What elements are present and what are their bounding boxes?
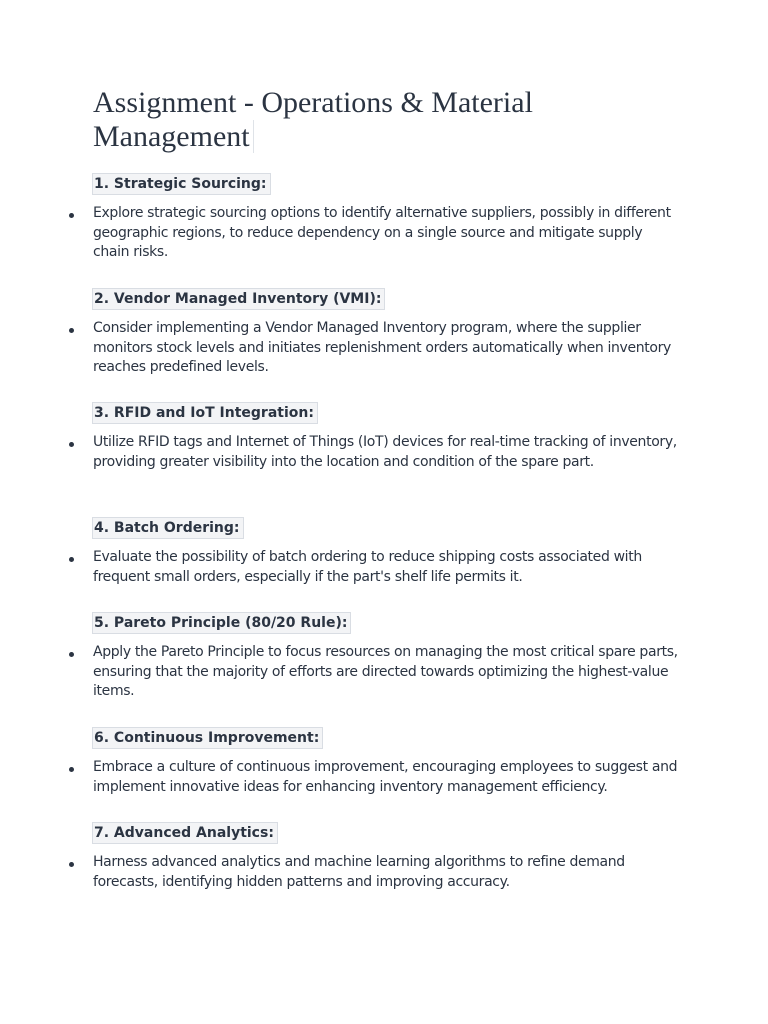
page-title	[93, 86, 653, 154]
section-heading: 7. Advanced Analytics:	[92, 822, 278, 844]
section-heading: 1. Strategic Sourcing:	[92, 173, 271, 195]
bullet-icon	[69, 652, 74, 657]
section-text: Evaluate the possibility of batch ordering to reduce shipping costs associated with frequent small orders, especially if the part's shelf life permits it.	[93, 549, 642, 585]
section-text: Explore strategic sourcing options to identify alternative suppliers, possibly in different geographic regions, to reduce dependency on a single source and mitigate supply chain risks.	[93, 205, 671, 260]
section-heading: 6. Continuous Improvement:	[92, 727, 323, 749]
bullet-icon	[69, 557, 74, 562]
bullet-icon	[69, 328, 74, 333]
section-heading: 3. RFID and IoT Integration:	[92, 402, 318, 424]
section-heading: 4. Batch Ordering:	[92, 517, 244, 539]
section-text: Consider implementing a Vendor Managed Inventory program, where the supplier monitors stock levels and initiates replenishment orders automatically when inventory reaches predefined levels.	[93, 320, 671, 375]
section-text: Apply the Pareto Principle to focus resources on managing the most critical spare parts, ensuring that the majority of efforts are directed towards optimizing the highest-value items.	[93, 644, 678, 699]
section-text: Utilize RFID tags and Internet of Things (IoT) devices for real-time tracking of inventory, providing greater visibility into the location and condition of the spare part.	[93, 434, 677, 470]
section-heading: 5. Pareto Principle (80/20 Rule):	[92, 612, 351, 634]
bullet-icon	[69, 767, 74, 772]
bullet-icon	[69, 862, 74, 867]
bullet-icon	[69, 442, 74, 447]
bullet-icon	[69, 213, 74, 218]
section-heading: 2. Vendor Managed Inventory (VMI):	[92, 288, 385, 310]
page-title-text: Assignment - Operations & Material Management	[93, 86, 533, 153]
section-text: Embrace a culture of continuous improvement, encouraging employees to suggest and implement innovative ideas for enhancing inventory management efficiency.	[93, 759, 678, 795]
section-text: Harness advanced analytics and machine learning algorithms to refine demand forecasts, identifying hidden patterns and improving accuracy.	[93, 854, 625, 890]
